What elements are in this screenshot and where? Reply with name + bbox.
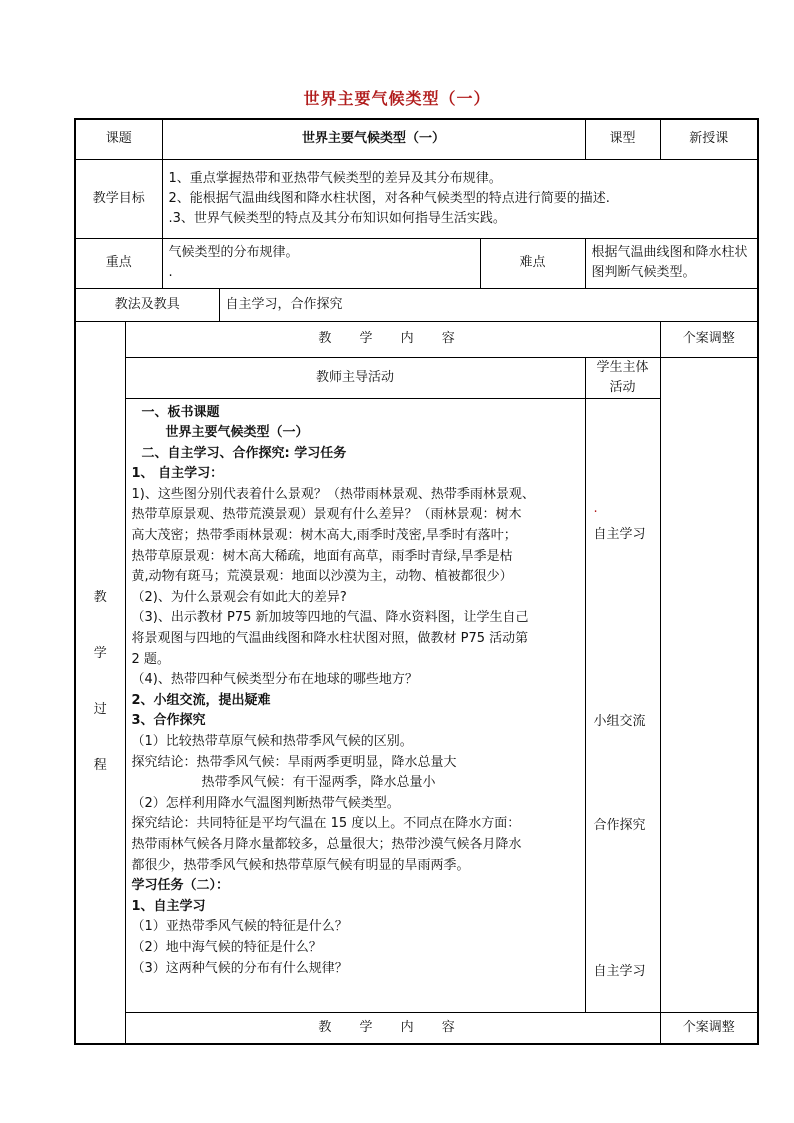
objective-line: 2、能根据气温曲线图和降水柱状图，对各种气候类型的特点进行简要的描述. [168,190,610,206]
key-label: 重点 [75,238,162,288]
student-header: 学生主体活动 [585,357,660,398]
process-label-char: 教 [93,590,107,606]
key-points-row [75,238,758,288]
key-line: 气候类型的分布规律。 [168,244,299,260]
methods-label: 教法及教具 [75,288,219,321]
adjust-column [660,357,758,1012]
student-item: 小组交流 [593,713,646,729]
teacher-line: 2 题。 [131,651,170,667]
teacher-line: 世界主要气候类型（一） [165,425,309,441]
teacher-line: 黄,动物有斑马；荒漠景观：地面以沙漠为主，动物、植被都很少） [131,569,513,585]
objectives-content [162,159,758,238]
student-item: 合作探究 [593,817,646,833]
topic-label: 课题 [75,119,162,159]
difficult-label: 难点 [480,238,585,288]
teacher-line: 探究结论：热带季风气候：旱雨两季更明显，降水总量大 [131,754,457,770]
teacher-line: 将景观图与四地的气温曲线图和降水柱状图对照，做教材 P75 活动第 [131,631,529,647]
teacher-line: 2、小组交流，提出疑难 [131,692,271,708]
process-label-char: 程 [93,758,107,774]
lesson-plan-table [74,118,759,1045]
activity-body-row [75,398,758,1012]
teacher-line: （2）地中海气候的特征是什么？ [131,939,322,955]
header-row [75,119,758,159]
teacher-line: 1、 自主学习： [131,466,224,482]
teacher-line: 学习任务（二）： [131,878,230,894]
topic-value: 世界主要气候类型（一） [162,119,585,159]
teacher-line: （2)、为什么景观会有如此大的差异? [131,589,347,605]
type-value: 新授课 [660,119,758,159]
process-label-char: 过 [93,702,107,718]
student-item: 自主学习 [593,963,646,979]
teacher-line: （1）亚热带季风气候的特征是什么？ [131,919,348,935]
objectives-row [75,159,758,238]
teacher-line: 3、合作探究 [131,713,206,729]
teacher-line: （3）这两种气候的分布有什么规律？ [131,960,348,976]
student-marker: . [593,500,598,516]
process-label [75,321,125,1044]
objective-line: 1、重点掌握热带和亚热带气候类型的差异及其分布规律。 [168,170,502,186]
teacher-line: （4)、热带四种气候类型分布在地球的哪些地方？ [131,672,418,688]
teacher-line: 都很少，热带季风气候和热带草原气候有明显的旱雨两季。 [131,857,470,873]
teacher-line: 1、自主学习 [131,898,206,914]
process-label-char: 学 [93,646,107,662]
teacher-line: （3)、出示教材 P75 新加坡等四地的气温、降水资料图，让学生自己 [131,610,529,626]
content-header: 教 学 内 容 [125,321,660,357]
teacher-line: 一、板书课题 [141,404,220,420]
teacher-line: 热带草原景观、热带荒漠景观）景观有什么差异？（雨林景观：树木 [131,507,522,523]
objective-line: .3、世界气候类型的特点及其分布知识如何指导生活实践。 [168,210,506,226]
teacher-line: 热带雨林气候各月降水量都较多，总量很大；热带沙漠气候各月降水 [131,836,522,852]
type-label: 课型 [585,119,660,159]
adjust-header: 个案调整 [660,321,758,357]
teacher-header: 教师主导活动 [125,357,585,398]
teacher-line: 高大茂密；热带季雨林景观：树木高大,雨季时茂密,旱季时有落叶； [131,528,517,544]
footer-row [75,1012,758,1044]
teacher-line: 二、自主学习、合作探究: 学习任务 [141,445,347,461]
student-item: 自主学习 [593,526,646,542]
teacher-line: 探究结论：共同特征是平均气温在 15 度以上。不同点在降水方面： [131,816,521,832]
teacher-activity [125,398,585,1012]
methods-value: 自主学习，合作探究 [219,288,758,321]
activity-header-row [75,357,758,398]
key-content [162,238,480,288]
difficult-content: 根据气温曲线图和降水柱状图判断气候类型。 [585,238,758,288]
teacher-line: （1）比较热带草原气候和热带季风气候的区别。 [131,734,413,749]
student-activity [585,398,660,1012]
teacher-line: 1)、这些图分别代表着什么景观？（热带雨林景观、热带季雨林景观、 [131,486,535,502]
key-line: . [168,264,173,280]
teacher-line: 热带草原景观：树木高大稀疏，地面有高草，雨季时青绿,旱季是枯 [131,548,513,564]
teacher-line: （2）怎样利用降水气温图判断热带气候类型。 [131,795,400,811]
document-title: 世界主要气候类型（一） [303,89,491,108]
methods-row [75,288,758,321]
objectives-label: 教学目标 [75,159,162,238]
process-header-row [75,321,758,357]
teacher-line: 热带季风气候：有干湿两季，降水总量小 [201,775,436,791]
footer-adjust-header: 个案调整 [660,1012,758,1044]
footer-content-header: 教 学 内 容 [125,1012,660,1044]
